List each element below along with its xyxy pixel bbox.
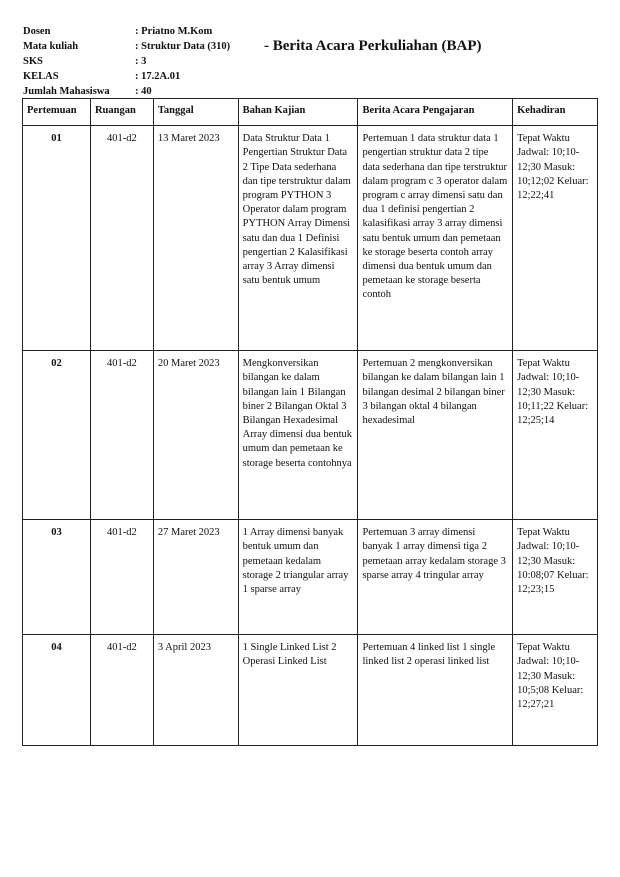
matkul-label: Mata kuliah [23,41,79,52]
table-row [23,126,598,351]
cell-pertemuan: 01 [23,126,91,351]
table-row [23,635,598,746]
table-row [23,351,598,520]
cell-pertemuan: 03 [23,520,91,635]
col-header-kehadiran: Kehadiran [513,99,598,126]
cell-berita-acara: Pertemuan 2 mengkonversikan bilangan ke dalam bilangan lain 1 bilangan desimal 2 bilangan biner 3 bilangan oktal 4 bilangan hexadesimal [358,351,513,520]
sks-label: SKS [23,56,43,67]
cell-tanggal: 3 April 2023 [153,635,238,746]
cell-kehadiran: Tepat Waktu Jadwal: 10;10-12;30 Masuk: 10;11;22 Keluar: 12;25;14 [513,351,598,520]
bap-table [22,98,598,746]
matkul-value: : Struktur Data (310) [135,41,231,52]
cell-bahan-kajian: 1 Single Linked List 2 Operasi Linked List [238,635,358,746]
header-row-jumlah [23,84,230,99]
cell-pertemuan: 04 [23,635,91,746]
col-header-ruangan: Ruangan [90,99,153,126]
kelas-value: : 17.2A.01 [135,71,181,82]
cell-ruangan: 401-d2 [90,351,153,520]
header-row-dosen [23,24,230,39]
table-header-row [23,99,598,126]
cell-bahan-kajian: 1 Array dimensi banyak bentuk umum dan pemetaan kedalam storage 2 triangular array 1 sparse array [238,520,358,635]
cell-berita-acara: Pertemuan 3 array dimensi banyak 1 array dimensi tiga 2 pemetaan array kedalam storage 3 sparse array 4 tringular array [358,520,513,635]
cell-bahan-kajian: Data Struktur Data 1 Pengertian Struktur Data 2 Tipe Data sederhana dan tipe terstruktur dalam program PYTHON 3 Operator dalam program PYTHON Array Dimensi satu dan dua 1 Definisi pengertian 2 Kalasifikasi array 3 Array dimensi satu bentuk umum [238,126,358,351]
jumlah-value: : 40 [135,86,152,97]
header-row-matkul [23,39,230,54]
cell-tanggal: 27 Maret 2023 [153,520,238,635]
header-row-sks [23,54,230,69]
dosen-label: Dosen [23,26,51,37]
cell-ruangan: 401-d2 [90,126,153,351]
cell-kehadiran: Tepat Waktu Jadwal: 10;10-12;30 Masuk: 10;5;08 Keluar: 12;27;21 [513,635,598,746]
dosen-value: : Priatno M.Kom [135,26,213,37]
cell-kehadiran: Tepat Waktu Jadwal: 10;10-12;30 Masuk: 10:08;07 Keluar: 12;23;15 [513,520,598,635]
cell-berita-acara: Pertemuan 1 data struktur data 1 pengertian struktur data 2 tipe data sederhana dan tipe terstruktur dalam program c 3 operator dalam program c array dimensi satu dan dua 1 definisi pengertian 2 kalasifikasi array 3 array dimensi satu bentuk umum dan pemetaan ke storage beserta contoh array dimensi dua bentuk umum dan pemetaan ke storage beserta contoh [358,126,513,351]
jumlah-label: Jumlah Mahasiswa [23,86,110,97]
table-row [23,520,598,635]
cell-tanggal: 20 Maret 2023 [153,351,238,520]
cell-ruangan: 401-d2 [90,635,153,746]
col-header-tanggal: Tanggal [153,99,238,126]
col-header-pertemuan: Pertemuan [23,99,91,126]
header-row-kelas [23,69,230,84]
cell-bahan-kajian: Mengkonversikan bilangan ke dalam bilangan lain 1 Bilangan biner 2 Bilangan Oktal 3 Bilangan Hexadesimal Array dimensi dua bentuk umum dan pemetaan ke storage beserta contohnya [238,351,358,520]
cell-tanggal: 13 Maret 2023 [153,126,238,351]
document-title: - Berita Acara Perkuliahan (BAP) [264,38,482,54]
cell-berita-acara: Pertemuan 4 linked list 1 single linked list 2 operasi linked list [358,635,513,746]
sks-value: : 3 [135,56,147,67]
cell-ruangan: 401-d2 [90,520,153,635]
kelas-label: KELAS [23,71,59,82]
col-header-bahan-kajian: Bahan Kajian [238,99,358,126]
col-header-berita-acara: Berita Acara Pengajaran [358,99,513,126]
document-header [23,24,230,99]
cell-kehadiran: Tepat Waktu Jadwal: 10;10-12;30 Masuk: 10;12;02 Keluar: 12;22;41 [513,126,598,351]
cell-pertemuan: 02 [23,351,91,520]
